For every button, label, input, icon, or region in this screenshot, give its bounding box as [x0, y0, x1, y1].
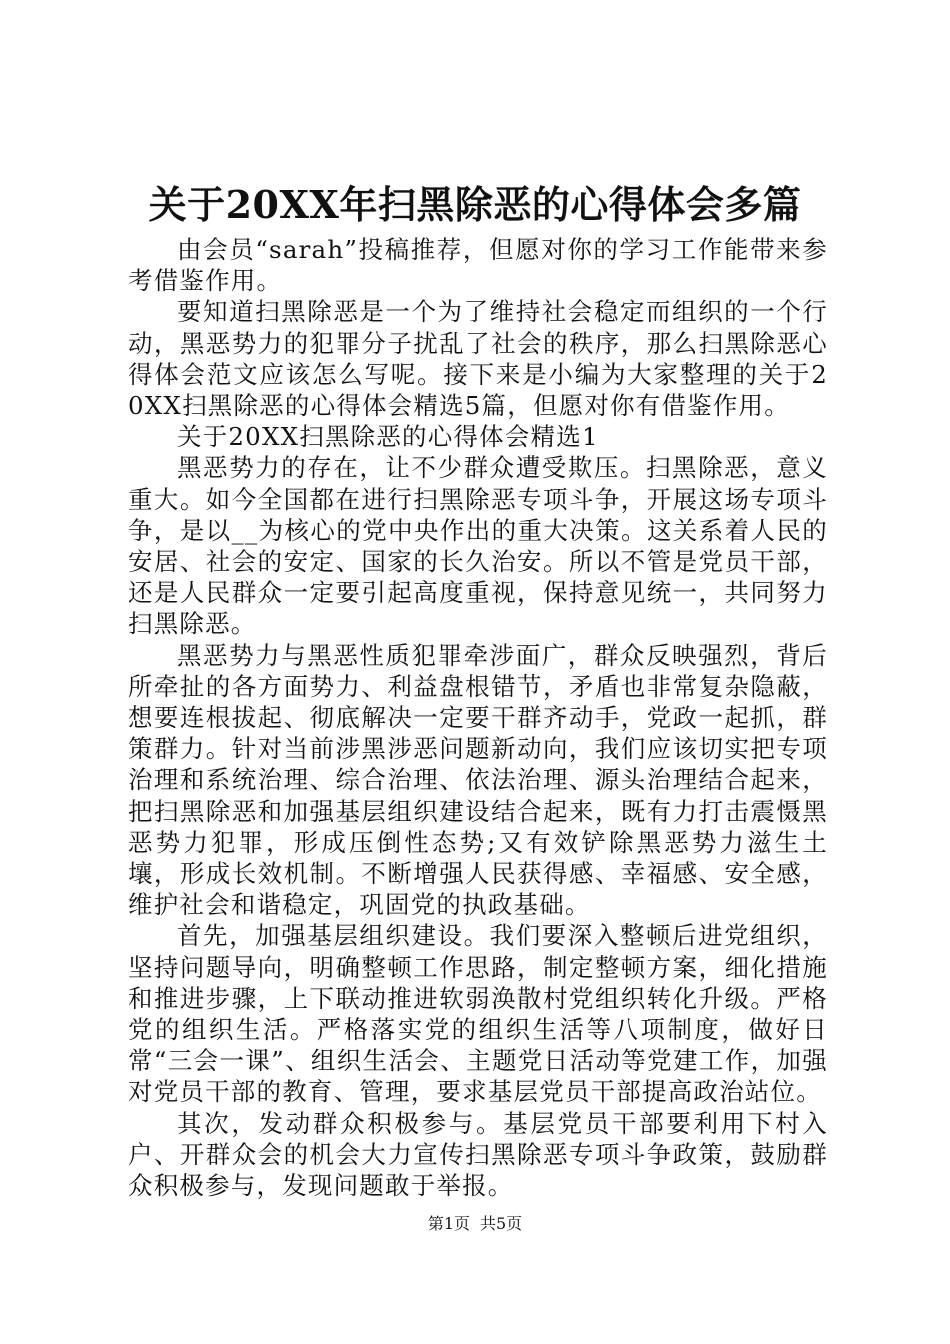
page-footer — [0, 1213, 950, 1235]
body-paragraph: 其次，发动群众积极参与。基层党员干部要利用下村入户、开群众会的机会大力宣传扫黑除恶专项斗争政策，鼓励群众积极参与，发现问题敢于举报。 — [128, 1108, 828, 1201]
document-title: 关于20XX年扫黑除恶的心得体会多篇 — [148, 182, 802, 227]
body-paragraph: 黑恶势力的存在，让不少群众遭受欺压。扫黑除恶，意义重大。如今全国都在进行扫黑除恶专项斗争，开展这场专项斗争，是以__为核心的党中央作出的重大决策。这关系着人民的安居、社会的安定、国家的长久治安。所以不管是党员干部，还是人民群众一定要引起高度重视，保持意见统一，共同努力扫黑除恶。 — [128, 453, 828, 639]
section-heading: 关于20XX扫黑除恶的心得体会精选1 — [177, 422, 599, 452]
page-number: 第1页 — [427, 1214, 470, 1233]
intro-paragraph: 由会员“sarah”投稿推荐，但愿对你的学习工作能带来参考借鉴作用。 — [128, 235, 828, 296]
overview-paragraph: 要知道扫黑除恶是一个为了维持社会稳定而组织的一个行动，黑恶势力的犯罪分子扰乱了社会的秩序，那么扫黑除恶心得体会范文应该怎么写呢。接下来是小编为大家整理的关于20XX扫黑除恶的心得体会精选5篇，但愿对你有借鉴作用。 — [128, 297, 828, 421]
document-body — [128, 234, 828, 1201]
body-paragraph: 首先，加强基层组织建设。我们要深入整顿后进党组织，坚持问题导向，明确整顿工作思路，制定整顿方案，细化措施和推进步骤，上下联动推进软弱涣散村党组织转化升级。严格党的组织生活。严格落实党的组织生活等八项制度，做好日常“三会一课”、组织生活会、主题党日活动等党建工作，加强对党员干部的教育、管理，要求基层党员干部提高政治站位。 — [128, 921, 828, 1107]
body-paragraph: 黑恶势力与黑恶性质犯罪牵涉面广，群众反映强烈，背后所牵扯的各方面势力、利益盘根错节，矛盾也非常复杂隐蔽，想要连根拔起、彻底解决一定要干群齐动手，党政一起抓，群策群力。针对当前涉黑涉恶问题新动向，我们应该切实把专项治理和系统治理、综合治理、依法治理、源头治理结合起来，把扫黑除恶和加强基层组织建设结合起来，既有力打击震慑黑恶势力犯罪，形成压倒性态势;又有效铲除黑恶势力滋生土壤，形成长效机制。不断增强人民获得感、幸福感、安全感，维护社会和谐稳定，巩固党的执政基础。 — [128, 640, 828, 920]
page-total: 共5页 — [480, 1214, 523, 1233]
